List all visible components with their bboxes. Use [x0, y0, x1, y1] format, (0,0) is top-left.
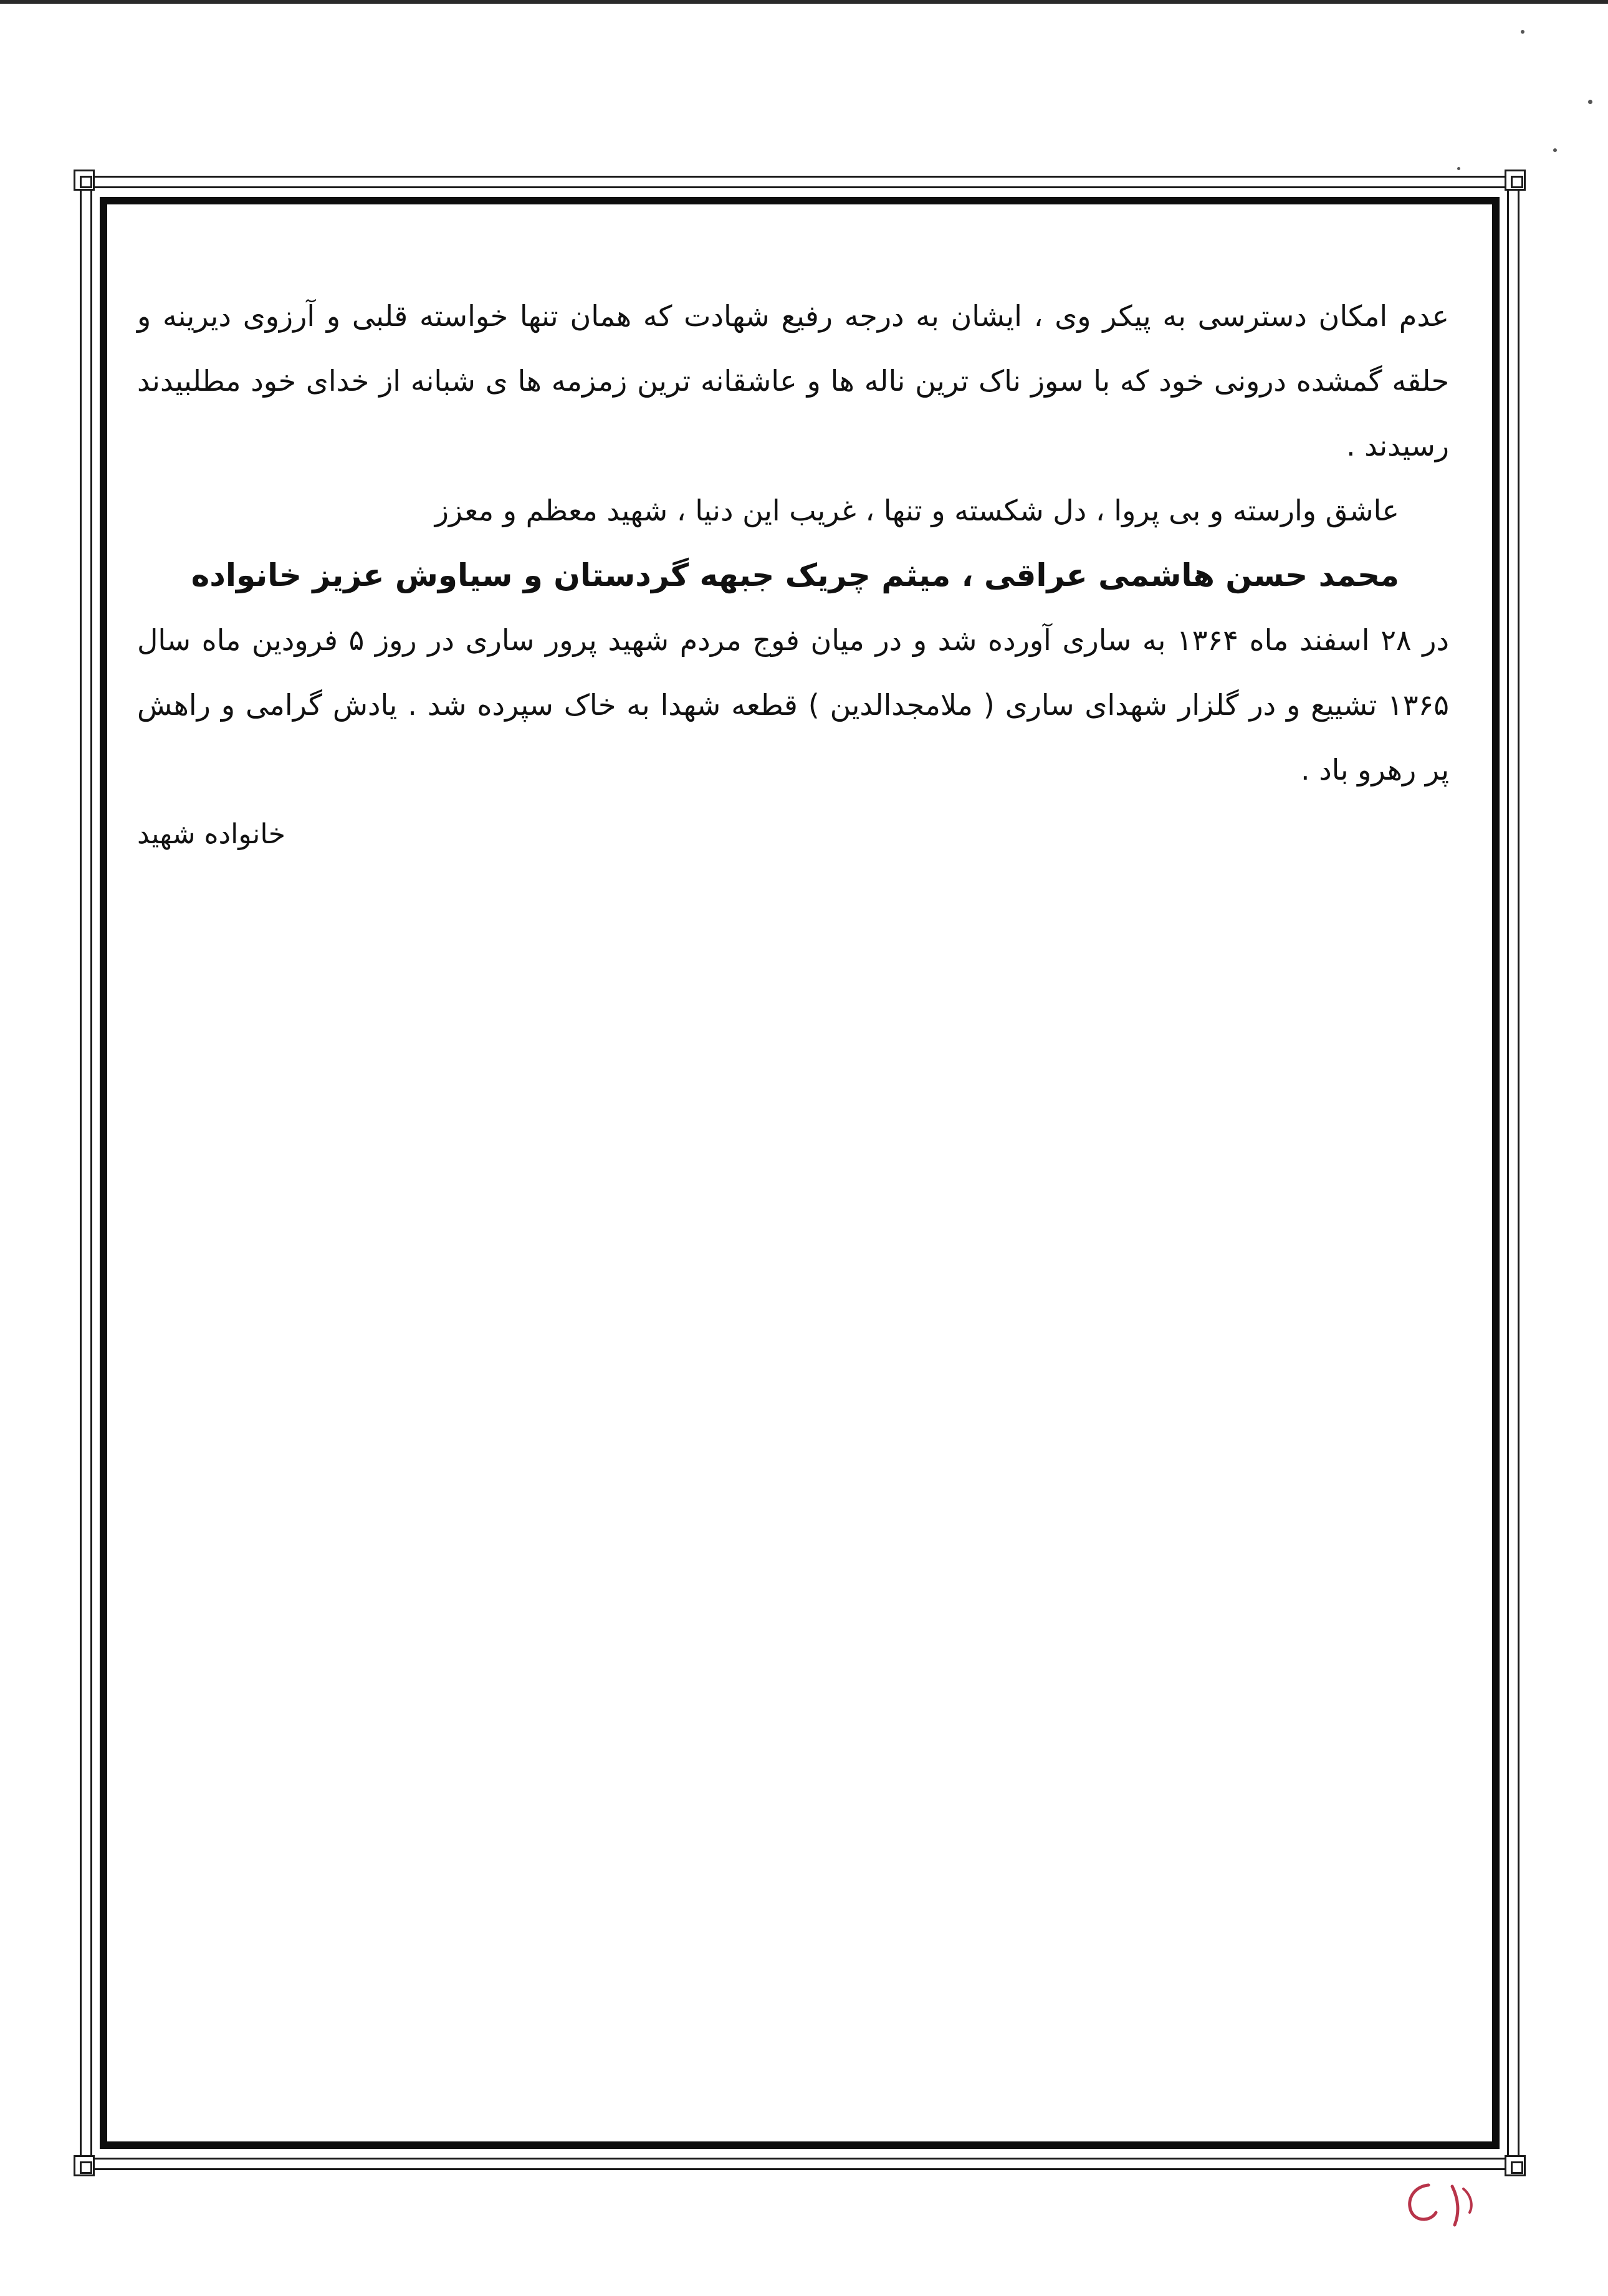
border-corner-bottom-left — [74, 2155, 95, 2176]
border-corner-top-right — [1505, 170, 1526, 191]
line-martyr-epithets: عاشق وارسته و بی پروا ، دل شکسته و تنها ، غریب این دنیا ، شهید معظم و معزز — [434, 494, 1399, 527]
scan-top-edge — [0, 0, 1608, 4]
scan-speck — [1553, 148, 1557, 152]
document-body — [137, 284, 1449, 867]
paragraph-martyrdom: عدم امکان دسترسی به پیکر وی ، ایشان به درجه رفیع شهادت که همان تنها خواسته قلبی و آرزوی دیرینه و حلقه گمشده درونی خود که با سوز ناک ترین ناله ها و عاشقانه ترین زمزمه ها ی شبانه از خدای خود مطلبیدند رسیدند . — [137, 299, 1449, 462]
martyr-name-line: محمد حسن هاشمی عراقی ، میثم چریک جبهه گردستان و سیاوش عزیز خانواده — [191, 557, 1399, 593]
paragraph-funeral: در ۲۸ اسفند ماه ۱۳۶۴ به ساری آورده شد و در میان فوج مردم شهید پرور ساری در روز ۵ فرودین ماه سال ۱۳۶۵ تشییع و در گلزار شهدای ساری ( ملامجدالدین ) قطعه شهدا به خاک سپرده شد . یادش گرامی و راهش پر رهرو باد . — [137, 623, 1449, 787]
scan-speck — [1521, 30, 1524, 34]
handwritten-page-mark — [1390, 2168, 1483, 2236]
border-corner-top-left — [74, 170, 95, 191]
scan-speck — [1588, 100, 1592, 104]
scan-speck — [1457, 167, 1460, 170]
border-corner-bottom-right — [1505, 2155, 1526, 2176]
signature-family: خانواده شهید — [137, 818, 285, 850]
